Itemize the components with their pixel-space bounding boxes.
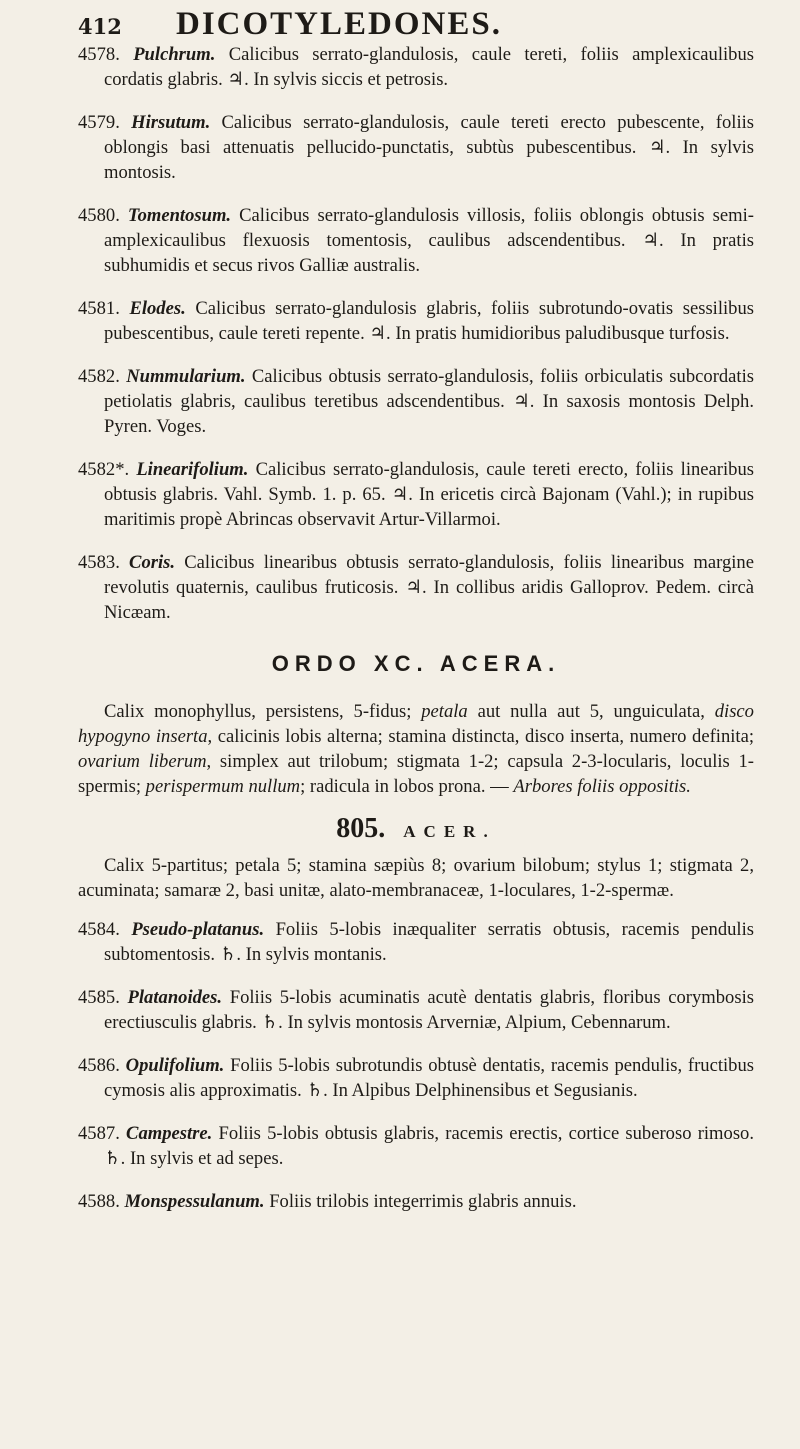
genus-heading — [78, 813, 754, 845]
species-entry: 4579. Hirsutum. Calicibus serrato-glandulosis, caule tereti erecto pubescente, foliis oblongis basi attenuatis pellucido-punctatis, subtùs pubescentibus. ♃. In sylvis montosis. — [78, 112, 755, 183]
species-name: Linearifolium. — [136, 459, 249, 480]
species-name: Coris. — [129, 552, 176, 573]
species-entry: 4582*. Linearifolium. Calicibus serrato-glandulosis, caule tereti erecto, foliis linearibus obtusis glabris. Vahl. Symb. 1. p. 65. ♃. In ericetis circà Bajonam (Vahl.); in rupibus maritimis propè Abrincas observavit Artur-Villarmoi. — [78, 459, 754, 530]
species-entry: 4582. Nummularium. Calicibus obtusis serrato-glandulosis, foliis orbiculatis subcordatis petiolatis glabris, caulibus teretibus adscendentibus. ♃. In saxosis montosis Delph. Pyren. Voges. — [78, 366, 755, 437]
species-name: Hirsutum. — [131, 112, 211, 133]
order-heading: ORDO XC. ACERA. — [271, 651, 561, 676]
species-name: Monspessulanum. — [124, 1191, 265, 1212]
species-entry: 4578. Pulchrum. Calicibus serrato-glandulosis, caule tereti, foliis amplexicaulibus cordatis glabris. ♃. In sylvis siccis et petrosis. — [78, 44, 754, 90]
species-name: Platanoides. — [127, 987, 223, 1008]
species-entry: 4588. Monspessulanum. Foliis trilobis integerrimis glabris annuis. — [78, 1191, 577, 1212]
species-entry: 4581. Elodes. Calicibus serrato-glandulosis glabris, foliis subrotundo-ovatis sessilibus pubescentibus, caule tereti repente. ♃. In pratis humidioribus paludibusque turfosis. — [78, 298, 755, 344]
species-name: Tomentosum. — [127, 205, 232, 226]
species-name: Pulchrum. — [133, 44, 216, 65]
species-description: Calicibus linearibus obtusis serrato-glandulosis, foliis linearibus margine revolutis quaternis, caulibus fruticosis. ♃. In collibus aridis Galloprov. Pedem. circà Nicæam. — [104, 552, 754, 623]
species-description: Foliis 5-lobis obtusis glabris, racemis erectis, cortice suberoso rimoso. ♄. In sylvis et ad sepes. — [104, 1123, 754, 1169]
species-description: Calicibus serrato-glandulosis, caule tereti erecto, foliis linearibus obtusis glabris. Vahl. Symb. 1. p. 65. ♃. In ericetis circà Bajonam (Vahl.); in rupibus maritimis propè Abrincas observavit Artur-Villarmoi. — [104, 459, 754, 530]
entries-top — [78, 42, 754, 625]
species-name: Elodes. — [129, 298, 186, 319]
species-description: Calicibus obtusis serrato-glandulosis, foliis orbiculatis subcordatis petiolatis glabris, caulibus teretibus adscendentibus. ♃. In saxosis montosis Delph. Pyren. Voges. — [104, 366, 755, 437]
species-description: Foliis 5-lobis inæqualiter serratis obtusis, racemis pendulis subtomentosis. ♄. In sylvis montanis. — [104, 919, 754, 965]
running-title: DICOTYLEDONES. — [176, 6, 502, 42]
species-description: Calicibus serrato-glandulosis villosis, foliis oblongis obtusis semi-amplexicaulibus flexuosis tomentosis, caulibus adscendentibus. ♃. In pratis subhumidis et secus rivos Galliæ australis. — [104, 205, 754, 276]
species-description: Foliis 5-lobis subrotundis obtusè dentatis, racemis pendulis, fructibus cymosis alis approximatis. ♄. In Alpibus Delphinensibus et Segusianis. — [104, 1055, 755, 1101]
species-entry: 4580. Tomentosum. Calicibus serrato-glandulosis villosis, foliis oblongis obtusis semi-amplexicaulibus flexuosis tomentosis, caulibus adscendentibus. ♃. In pratis subhumidis et secus rivos Galliæ australis. — [78, 205, 754, 276]
species-name: Opulifolium. — [125, 1055, 225, 1076]
species-description: Foliis 5-lobis acuminatis acutè dentatis glabris, floribus corymbosis erectiusculis glabris. ♄. In sylvis montosis Arverniæ, Alpium, Cebennarum. — [104, 987, 754, 1033]
page-number: 412 — [78, 14, 122, 39]
species-description: Calicibus serrato-glandulosis, caule tereti erecto pubescente, foliis oblongis basi attenuatis pellucido-punctatis, subtùs pubescentibus. ♃. In sylvis montosis. — [104, 112, 755, 183]
order-description: Calix monophyllus, persistens, 5-fidus; petala aut nulla aut 5, unguiculata, disco hypogyno inserta, calicinis lobis alterna; stamina distincta, disco inserta, numero definita; ovarium liberum, simplex aut trilobum; stigmata 1-2; capsula 2-3-locularis, loculis 1-spermis; perispermum nullum; radicula in lobos prona. — Arbores foliis oppositis. — [78, 701, 754, 797]
species-name: Campestre. — [126, 1123, 213, 1144]
entries-bottom — [78, 917, 754, 1214]
species-entry: 4587. Campestre. Foliis 5-lobis obtusis glabris, racemis erectis, cortice suberoso rimoso. ♄. In sylvis et ad sepes. — [78, 1123, 754, 1169]
species-entry: 4584. Pseudo-platanus. Foliis 5-lobis inæqualiter serratis obtusis, racemis pendulis subtomentosis. ♄. In sylvis montanis. — [78, 919, 754, 965]
page-header — [78, 6, 754, 42]
species-entry: 4583. Coris. Calicibus linearibus obtusis serrato-glandulosis, foliis linearibus margine revolutis quaternis, caulibus fruticosis. ♃. In collibus aridis Galloprov. Pedem. circà Nicæam. — [78, 552, 754, 623]
species-description: Calicibus serrato-glandulosis, caule tereti, foliis amplexicaulibus cordatis glabris. ♃. In sylvis siccis et petrosis. — [104, 44, 754, 90]
genus-description: Calix 5-partitus; petala 5; stamina sæpiùs 8; ovarium bilobum; stylus 1; stigmata 2, acuminata; samaræ 2, basi unitæ, alato-membranaceæ, 1-loculares, 1-2-spermæ. — [78, 855, 754, 901]
species-name: Pseudo-platanus. — [131, 919, 265, 940]
species-description: Foliis trilobis integerrimis glabris annuis. — [269, 1191, 577, 1212]
species-name: Nummularium. — [126, 366, 246, 387]
species-entry: 4585. Platanoides. Foliis 5-lobis acuminatis acutè dentatis glabris, floribus corymbosis erectiusculis glabris. ♄. In sylvis montosis Arverniæ, Alpium, Cebennarum. — [78, 987, 754, 1033]
genus-number: 805. — [336, 813, 386, 844]
species-description: Calicibus serrato-glandulosis glabris, foliis subrotundo-ovatis sessilibus pubescentibus, caule tereti repente. ♃. In pratis humidioribus paludibusque turfosis. — [104, 298, 755, 344]
species-entry: 4586. Opulifolium. Foliis 5-lobis subrotundis obtusè dentatis, racemis pendulis, fructibus cymosis alis approximatis. ♄. In Alpibus Delphinensibus et Segusianis. — [78, 1055, 755, 1101]
genus-name: ACER. — [403, 822, 496, 841]
